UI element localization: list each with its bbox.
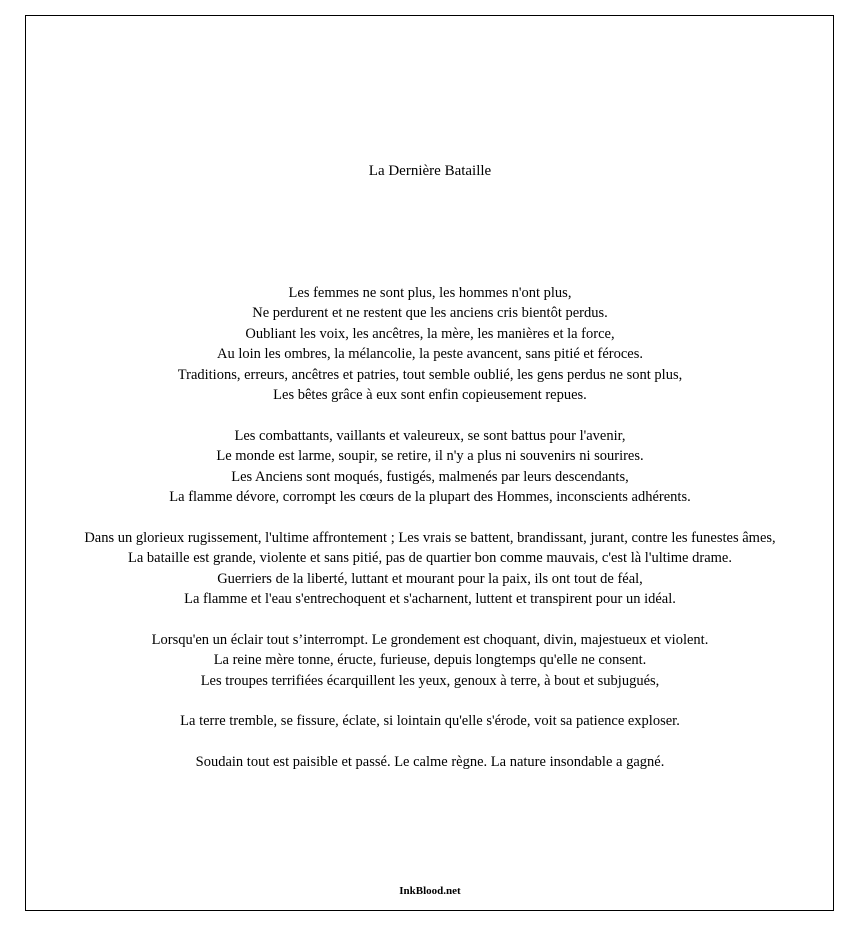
poem-stanza [0, 283, 860, 405]
poem-stanza [0, 528, 860, 610]
poem-line: La reine mère tonne, éructe, furieuse, depuis longtemps qu'elle ne consent. [213, 652, 647, 669]
poem-line: Traditions, erreurs, ancêtres et patries, tout semble oublié, les gens perdus ne sont plus, [177, 366, 683, 383]
poem-line: Oubliant les voix, les ancêtres, la mère, les manières et la force, [245, 325, 615, 342]
poem-line: Les femmes ne sont plus, les hommes n'ont plus, [288, 285, 572, 301]
poem-line: Les bêtes grâce à eux sont enfin copieusement repues. [273, 387, 587, 404]
poem-line: Ne perdurent et ne restent que les anciens cris bientôt perdus. [252, 305, 608, 322]
poem-stanza [0, 426, 860, 508]
poem-body [0, 283, 860, 793]
poem-line: Le monde est larme, soupir, se retire, il n'y a plus ni souvenirs ni sourires. [216, 448, 644, 465]
poem-title: La Dernière Bataille [368, 163, 492, 179]
poem-stanza [0, 752, 860, 772]
poem-line: La terre tremble, se fissure, éclate, si lointain qu'elle s'érode, voit sa patience exploser. [180, 713, 680, 730]
poem-line: Au loin les ombres, la mélancolie, la peste avancent, sans pitié et féroces. [217, 346, 643, 363]
poem-line: Guerriers de la liberté, luttant et mourant pour la paix, ils ont tout de féal, [217, 570, 643, 587]
poem-stanza [0, 630, 860, 691]
site-footer: InkBlood.net [399, 885, 461, 897]
poem-line: Les combattants, vaillants et valeureux, se sont battus pour l'avenir, [234, 427, 626, 444]
poem-line: La flamme dévore, corrompt les cœurs de la plupart des Hommes, inconscients adhérents. [169, 489, 691, 506]
poem-line: Les troupes terrifiées écarquillent les yeux, genoux à terre, à bout et subjugués, [200, 672, 660, 689]
poem-line: Les Anciens sont moqués, fustigés, malmenés par leurs descendants, [231, 468, 629, 485]
poem-stanza [0, 711, 860, 731]
poem-line: La bataille est grande, violente et sans pitié, pas de quartier bon comme mauvais, c'est là l'ultime drame. [128, 550, 732, 567]
poem-line: Soudain tout est paisible et passé. Le calme règne. La nature insondable a gagné. [195, 754, 665, 771]
poem-line: Dans un glorieux rugissement, l'ultime affrontement ; Les vrais se battent, brandissant, jurant, contre les funestes âmes, [84, 529, 776, 546]
poem-line: La flamme et l'eau s'entrechoquent et s'acharnent, luttent et transpirent pour un idéal. [184, 591, 676, 608]
poem-line: Lorsqu'en un éclair tout s’interrompt. Le grondement est choquant, divin, majestueux et violent. [151, 631, 709, 648]
